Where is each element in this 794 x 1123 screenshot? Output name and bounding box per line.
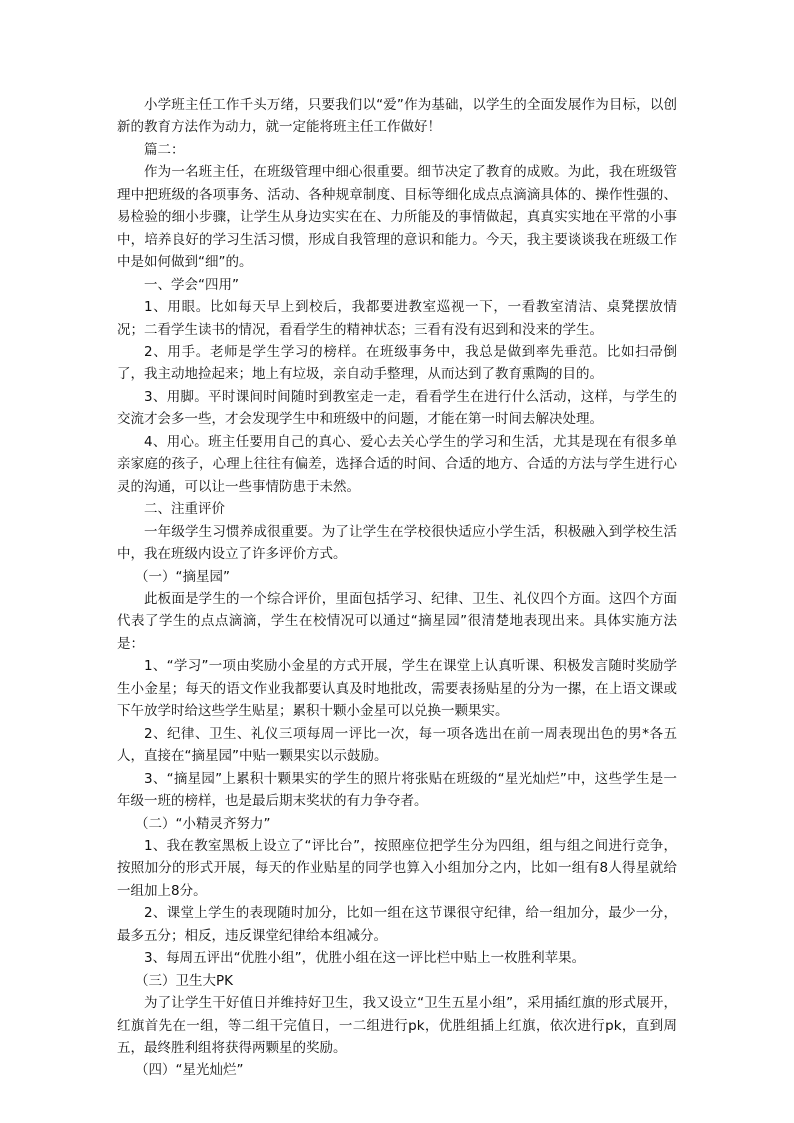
body-paragraph: 2、用手。老师是学生学习的榜样。在班级事务中，我总是做到率先垂范。比如扫帚倒了，我主动地捡起来；地上有垃圾，亲自动手整理，从而达到了教育熏陶的目的。: [117, 343, 677, 383]
body-paragraph: 2、纪律、卫生、礼仪三项每周一评比一次，每一项各选出在前一周表现出色的男*各五人，直接在“摘星园”中贴一颗果实以示鼓励。: [117, 725, 677, 765]
body-paragraph: 为了让学生干好值日并维持好卫生，我又设立“卫生五星小组”，采用插红旗的形式展开，红旗首先在一组，等二组干完值日，一二组进行pk，优胜组插上红旗，依次进行pk，直到周五，最终胜利组将获得两颗星的奖励。: [117, 995, 677, 1057]
body-paragraph: 小学班主任工作千头万绪，只要我们以“爱”作为基础，以学生的全面发展作为目标，以创新的教育方法作为动力，就一定能将班主任工作做好！: [117, 97, 677, 136]
section-heading: 一、学会“四用”: [144, 276, 239, 293]
body-paragraph: 3、用脚。平时课间时间随时到教室走一走，看看学生在进行什么活动，这样，与学生的交流才会多一些，才会发现学生中和班级中的问题，才能在第一时间去解决处理。: [117, 388, 677, 428]
subsection-heading: （三）卫生大PK: [135, 972, 233, 989]
body-paragraph: 3、“摘星园”上累积十颗果实的学生的照片将张贴在班级的“星光灿烂”中，这些学生是一年级一班的榜样，也是最后期末奖状的有力争夺者。: [117, 770, 677, 810]
section-heading: 二、注重评价: [144, 501, 225, 518]
body-paragraph: 4、用心。班主任要用自己的真心、爱心去关心学生的学习和生活，尤其是现在有很多单亲家庭的孩子，心理上往往有偏差，选择合适的时间、合适的地方、合适的方法与学生进行心灵的沟通，可以让一些事情防患于未然。: [117, 433, 677, 495]
body-paragraph: 此板面是学生的一个综合评价，里面包括学习、纪律、卫生、礼仪四个方面。这四个方面代表了学生的点点滴滴，学生在校情况可以通过“摘星园”很清楚地表现出来。具体实施方法是：: [117, 590, 677, 652]
body-paragraph: 一年级学生习惯养成很重要。为了让学生在学校很快适应小学生活，积极融入到学校生活中，我在班级内设立了许多评价方式。: [117, 523, 677, 563]
document-page: [117, 94, 677, 1082]
section-heading: 篇二：: [144, 141, 185, 158]
body-paragraph: 1、我在教室黑板上设立了“评比台”，按照座位把学生分为四组，组与组之间进行竞争，按照加分的形式开展，每天的作业贴星的同学也算入小组加分之内，比如一组有8人得星就给一组加上8分。: [117, 837, 677, 899]
body-paragraph: 1、“学习”一项由奖励小金星的方式开展，学生在课堂上认真听课、积极发言随时奖励学生小金星；每天的语文作业我都要认真及时地批改，需要表扬贴星的分为一摞，在上语文课或下午放学时给这些学生贴星；累积十颗小金星可以兑换一颗果实。: [117, 658, 677, 720]
subsection-heading: （一）“摘星园”: [135, 568, 230, 585]
subsection-heading: （二）“小精灵齐努力”: [135, 815, 271, 832]
body-paragraph: 作为一名班主任，在班级管理中细心很重要。细节决定了教育的成败。为此，我在班级管理中把班级的各项事务、活动、各种规章制度、目标等细化成点点滴滴具体的、操作性强的、易检验的细小步骤，让学生从身边实实在在、力所能及的事情做起，真真实实地在平常的小事中，培养良好的学习生活习惯，形成自我管理的意识和能力。今天，我主要谈谈我在班级工作中是如何做到“细”的。: [117, 164, 677, 271]
body-paragraph: 1、用眼。比如每天早上到校后，我都要进教室巡视一下，一看教室清洁、桌凳摆放情况；二看学生读书的情况，看看学生的精神状态；三看有没有迟到和没来的学生。: [117, 299, 677, 338]
subsection-heading: （四）“星光灿烂”: [135, 1062, 244, 1079]
body-paragraph: 2、课堂上学生的表现随时加分，比如一组在这节课很守纪律，给一组加分，最少一分，最多五分；相反，违反课堂纪律给本组减分。: [117, 905, 677, 944]
body-paragraph: 3、每周五评出“优胜小组”，优胜小组在这一评比栏中贴上一枚胜利苹果。: [144, 950, 586, 967]
